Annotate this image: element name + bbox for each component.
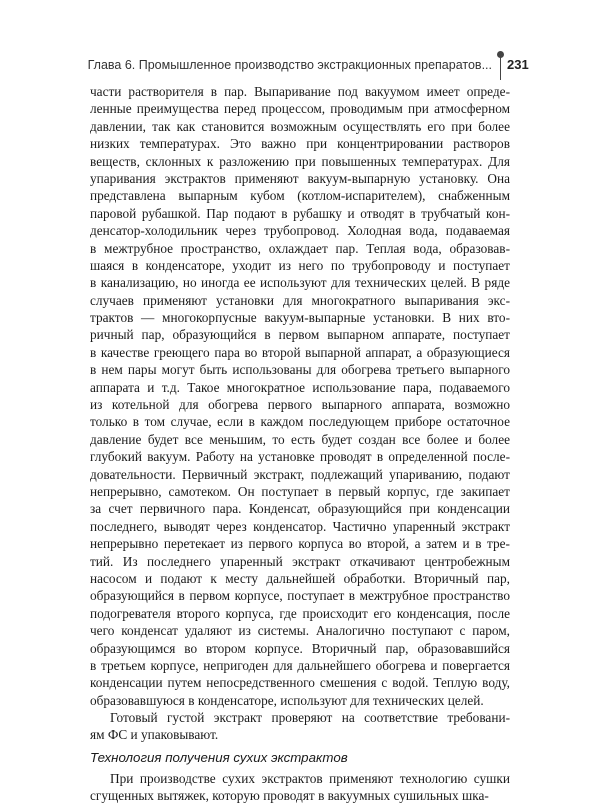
text-line: трактов — многокорпусные вакуум-выпарные установки. В них вто- (90, 310, 510, 326)
paragraph-finished-extract (90, 709, 510, 744)
page-number: 231 (507, 57, 529, 72)
text-line: образующимся во втором корпусе. Вторичный пар, образовавшийся (90, 640, 510, 656)
text-line: образовавшуюся в конденсаторе, используют для технических целей. (90, 692, 484, 708)
text-line: Готовый густой экстракт проверяют на соответствие требовани- (110, 710, 510, 726)
text-line: случаев применяют установки для многократного выпаривания экс- (90, 292, 510, 308)
text-line: подогревателя второго корпуса, где происходит его конденсация, после (90, 605, 510, 621)
text-line: представлена выпарным кубом (котлом-испарителем), снабженным (90, 188, 510, 204)
text-line: низких температурах. Это важно при концентрировании растворов (90, 136, 510, 152)
text-line: только в том случае, если в каждом последующем приборе остаточное (90, 414, 510, 430)
text-line: из котельной для обогрева первого выпарного аппарата, возможно (90, 397, 510, 413)
text-line: глубокий вакуум. Работу на установке проводят в определенной после- (90, 449, 510, 465)
text-line: в межтрубное пространство, охлаждает пар. Теплая вода, образовав- (90, 240, 510, 256)
text-line: паровой рубашкой. Пар подают в рубашку и отводят в трубчатый кон- (90, 205, 510, 221)
text-line: за счет первичного пара. Конденсат, образующийся при конденсации (90, 501, 510, 517)
text-line: в нем пары могут быть использованы для обогрева третьего выпарного (90, 362, 510, 378)
text-line: непрерывно перетекает из первого корпуса во второй, а затем и в тре- (90, 536, 510, 552)
text-line: упаривания экстрактов применяют вакуум-выпарную установку. Она (90, 170, 510, 186)
paragraph-dry-extracts (90, 770, 510, 805)
text-line: давлении, так как становится возможным осуществлять его при более (90, 118, 510, 134)
text-line: довательности. Первичный экстракт, подлежащий упариванию, подают (90, 466, 510, 482)
text-line: в качестве греющего пара во второй выпарной аппарат, а образующиеся (90, 344, 510, 360)
text-line: образующийся в первом корпусе, поступает в межтрубное пространство (90, 588, 510, 604)
text-line: давление будет все меньшим, то есть будет создан все более и более (90, 431, 510, 447)
text-line: сгущенных вытяжек, которую проводят в вакуумных сушильных шка- (90, 788, 489, 804)
text-line: аппарата и т.д. Такое многократное использование пара, подаваемого (90, 379, 510, 395)
page-body (90, 83, 510, 805)
text-line: веществ, склонных к разложению при повышенных температурах. Для (90, 153, 510, 169)
running-head: Глава 6. Промышленное производство экстракционных препаратов... (87, 58, 492, 72)
text-line: насосом и подают к месту дальнейшей обработки. Вторичный пар, (90, 570, 510, 586)
text-line: последнего, выводят через конденсатор. Частично упаренный экстракт (90, 518, 510, 534)
text-line: чего конденсат удаляют из системы. Аналогично поступают с паром, (90, 623, 510, 639)
text-line: в третьем корпусе, непригоден для дальнейшего обогрева и повергается (90, 657, 510, 673)
section-subheading: Технология получения сухих экстрактов (90, 749, 348, 765)
paragraph-vacuum-evaporation (90, 83, 510, 709)
header-vertical-rule (500, 56, 501, 80)
text-line: ленные преимущества перед процессом, проводимым при атмосферном (90, 101, 510, 117)
text-line: шаяся в конденсаторе, уходит из него по трубопроводу и поступает (90, 257, 510, 273)
text-line: тий. Из последнего упаренный экстракт откачивают центробежным (90, 553, 510, 569)
text-line: ям ФС и упаковывают. (90, 727, 219, 743)
page-header (0, 56, 600, 76)
text-line: в канализацию, но иногда ее используют для технических целей. В ряде (90, 275, 510, 291)
text-line: непрерывно, самотеком. Он поступает в первый корпус, где закипает (90, 483, 510, 499)
text-line: При производстве сухих экстрактов применяют технологию сушки (110, 770, 510, 786)
text-line: конденсации путем непосредственного смешения с водой. Теплую воду, (90, 675, 510, 691)
text-line: ричный пар, образующийся в первом выпарном аппарате, поступает (90, 327, 510, 343)
text-line: части растворителя в пар. Выпаривание под вакуумом имеет опреде- (90, 84, 510, 99)
text-line: денсатор-холодильник через трубопровод. Холодная вода, подаваемая (90, 223, 510, 239)
